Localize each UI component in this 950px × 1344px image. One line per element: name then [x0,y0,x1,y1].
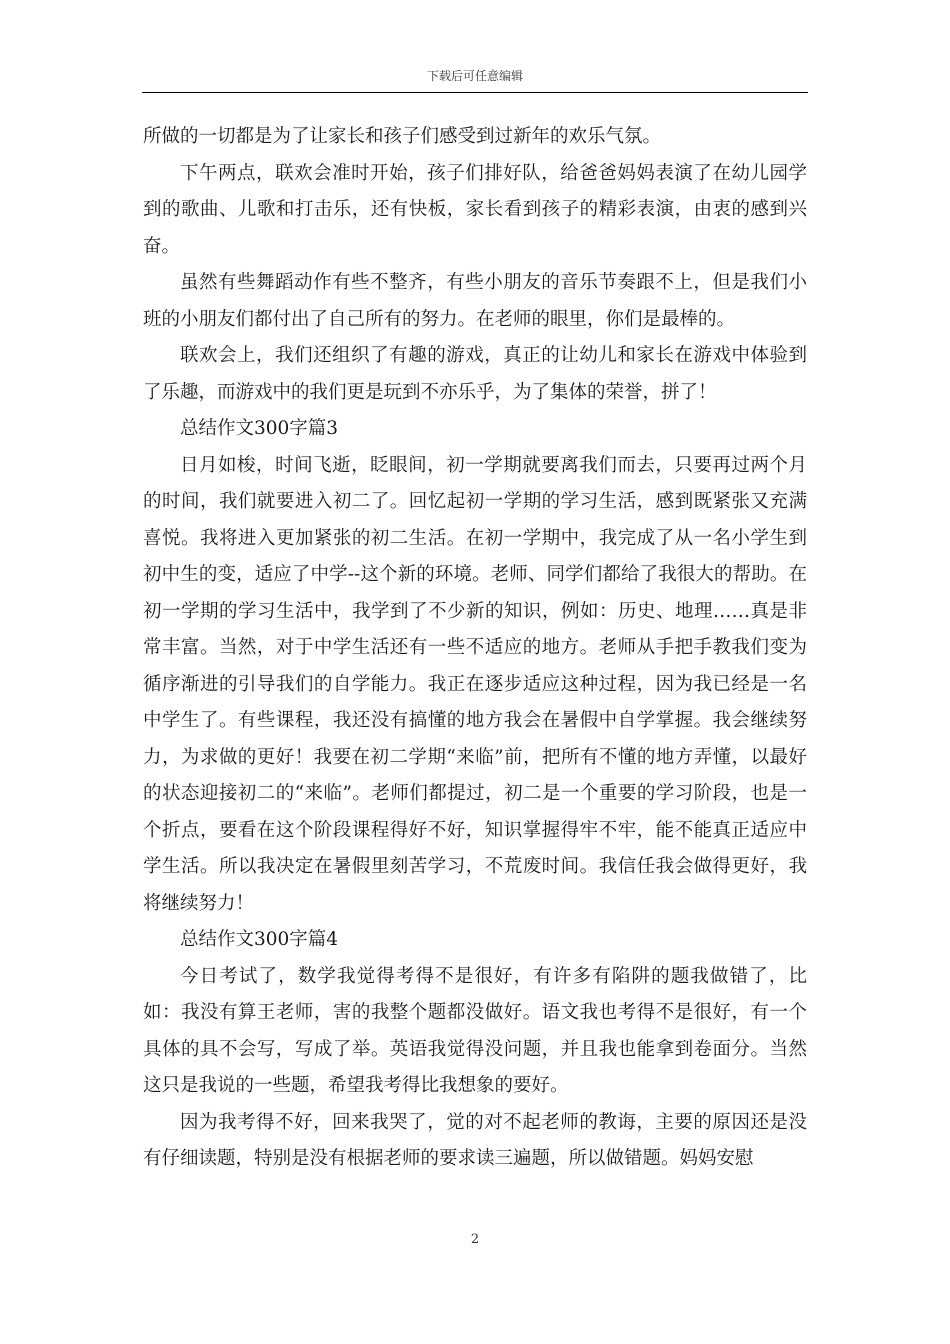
section-heading: 总结作文300字篇4 [180,929,339,950]
section-heading: 总结作文300字篇3 [180,418,339,439]
paragraph: 联欢会上，我们还组织了有趣的游戏，真正的让幼儿和家长在游戏中体验到了乐趣，而游戏中的我们更是玩到不亦乐乎，为了集体的荣誉，拼了！ [143,345,807,403]
header-divider [142,92,808,93]
paragraph: 因为我考得不好，回来我哭了，觉的对不起老师的教诲，主要的原因还是没有仔细读题，特别是没有根据老师的要求读三遍题，所以做错题。妈妈安慰 [143,1111,807,1169]
document-body [143,119,807,1178]
paragraph: 今日考试了，数学我觉得考得不是很好，有许多有陷阱的题我做错了，比如：我没有算王老师，害的我整个题都没做好。语文我也考得不是很好，有一个具体的具不会写，写成了举。英语我觉得没问题，并且我也能拿到卷面分。当然这只是我说的一些题，希望我考得比我想象的要好。 [143,965,807,1096]
page-number: 2 [470,1232,480,1247]
paragraph: 日月如梭，时间飞逝，眨眼间，初一学期就要离我们而去，只要再过两个月的时间，我们就要进入初二了。回忆起初一学期的学习生活，感到既紧张又充满喜悦。我将进入更加紧张的初二生活。在初一学期中，我完成了从一名小学生到初中生的变，适应了中学--这个新的环境。老师、同学们都给了我很大的帮助。在初一学期的学习生活中，我学到了不少新的知识，例如：历史、地理……真是非常丰富。当然，对于中学生活还有一些不适应的地方。老师从手把手教我们变为循序渐进的引导我们的自学能力。我正在逐步适应这种过程，因为我已经是一名中学生了。有些课程，我还没有搞懂的地方我会在暑假中自学掌握。我会继续努力，为求做的更好！我要在初二学期“来临”前，把所有不懂的地方弄懂，以最好的状态迎接初二的“来临”。老师们都提过，初二是一个重要的学习阶段，也是一个折点，要看在这个阶段课程得好不好，知识掌握得牢不牢，能不能真正适应中学生活。所以我决定在暑假里刻苦学习，不荒废时间。我信任我会做得更好，我将继续努力！ [143,454,807,914]
page-header: 下载后可任意编辑 [426,69,523,83]
paragraph: 虽然有些舞蹈动作有些不整齐，有些小朋友的音乐节奏跟不上，但是我们小班的小朋友们都付出了自己所有的努力。在老师的眼里，你们是最棒的。 [143,272,807,330]
paragraph: 下午两点，联欢会准时开始，孩子们排好队，给爸爸妈妈表演了在幼儿园学到的歌曲、儿歌和打击乐，还有快板，家长看到孩子的精彩表演，由衷的感到兴奋。 [143,162,807,257]
paragraph: 所做的一切都是为了让家长和孩子们感受到过新年的欢乐气氛。 [143,126,662,147]
